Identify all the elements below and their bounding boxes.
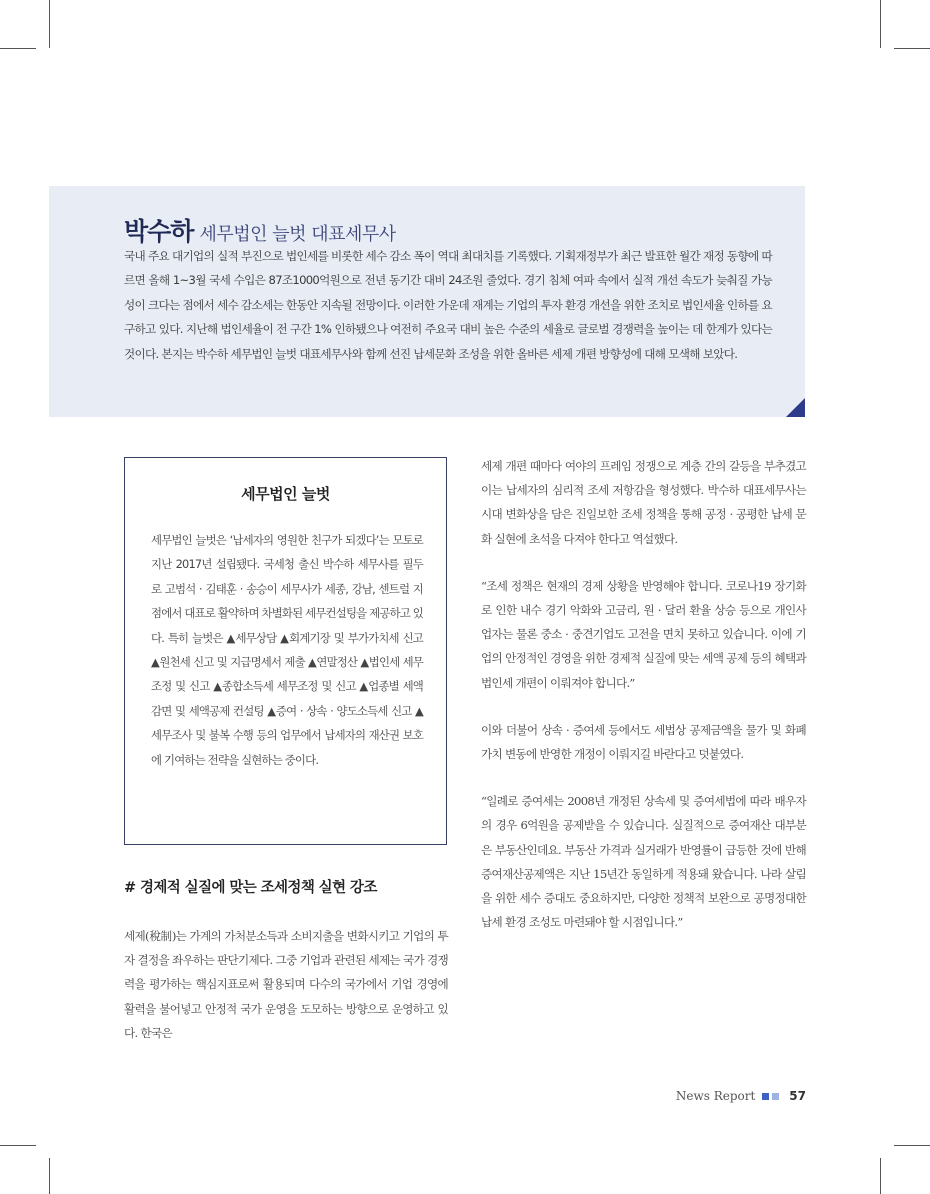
crop-mark <box>49 0 50 48</box>
crop-mark <box>894 48 930 49</box>
page-number: 57 <box>789 1089 806 1103</box>
company-info-box <box>124 457 447 845</box>
interviewee-name: 박수하 <box>124 217 194 246</box>
square-dark-icon <box>762 1093 769 1100</box>
right-paragraph-4: “일례로 증여세는 2008년 개정된 상속세 및 증여세법에 따라 배우자의 경우 6억원을 공제받을 수 있습니다. 실질적으로 증여재산 대부분은 부동산인데요. 부동산 가격과 실거래가 반영률이 급등한 것에 반해 증여재산공제액은 지난 15년간 동일하게 적용돼 왔습니다. 나라 살림을 위한 세수 증대도 중요하지만, 다양한 정책적 보완으로 공명정대한 납세 환경 조성도 마련돼야 할 시점입니다.” <box>481 794 806 930</box>
interviewee-role: 세무법인 늘벗 대표세무사 <box>199 224 396 245</box>
crop-mark <box>0 1145 36 1146</box>
page-footer <box>676 1089 806 1103</box>
crop-mark <box>0 48 36 49</box>
crop-mark <box>49 1158 50 1194</box>
left-column-paragraph: 세제(稅制)는 가계의 가처분소득과 소비지출을 변화시키고 기업의 투자 결정을 좌우하는 판단기제다. 그중 기업과 관련된 세제는 국가 경쟁력을 평가하는 핵심지표로써 활용되며 다수의 국가에서 기업 경영에 활력을 불어넣고 안정적 국가 운영을 도모하는 방향으로 운영하고 있다. 한국은 <box>124 929 448 1040</box>
right-paragraph-1: 세제 개편 때마다 여야의 프레임 정쟁으로 계층 간의 갈등을 부추겼고 이는 납세자의 심리적 조세 저항감을 형성했다. 박수하 대표세무사는 시대 변화상을 담은 진일보한 조세 정책을 통해 공정 · 공평한 납세 문화 실현에 초석을 다져야 한다고 역설했다. <box>481 459 806 546</box>
intro-lead-paragraph: 국내 주요 대기업의 실적 부진으로 법인세를 비롯한 세수 감소 폭이 역대 최대치를 기록했다. 기획재정부가 최근 발표한 월간 재정 동향에 따르면 올해 1~3월 국세 수입은 87조1000억원으로 전년 동기간 대비 24조원 줄었다. 경기 침체 여파 속에서 실적 개선 속도가 늦춰질 가능성이 크다는 점에서 세수 감소세는 한동안 지속될 전망이다. 이러한 가운데 재계는 기업의 투자 환경 개선을 위한 조치로 법인세율 인하를 요구하고 있다. 지난해 법인세율이 전 구간 1% 인하됐으나 여전히 주요국 대비 높은 수준의 세율로 글로벌 경쟁력을 높이는 데 한계가 있다는 것이다. 본지는 박수하 세무법인 늘벗 대표세무사와 함께 선진 납세문화 조성을 위한 올바른 세제 개편 방향성에 대해 모색해 보았다. <box>124 249 772 361</box>
right-column <box>481 454 806 957</box>
crop-mark <box>894 1145 930 1146</box>
company-box-body: 세무법인 늘벗은 ‘납세자의 영원한 친구가 되겠다’는 모토로 지난 2017년 설립됐다. 국세청 출신 박수하 세무사를 필두로 고범석 · 김태훈 · 송승이 세무사가 세종, 강남, 센트럴 지점에서 대표로 활약하며 차별화된 세무컨설팅을 제공하고 있다. 특히 늘벗은 ▲세무상담 ▲회계기장 및 부가가치세 신고 ▲원천세 신고 및 지급명세서 제출 ▲연말정산 ▲법인세 세무조정 및 신고 ▲종합소득세 세무조정 및 신고 ▲업종별 세액감면 및 세액공제 컨설팅 ▲증여 · 상속 · 양도소득세 신고 ▲세무조사 및 불복 수행 등의 업무에서 납세자의 재산권 보호에 기여하는 전략을 실현하는 중이다. <box>151 533 424 767</box>
crop-mark <box>880 0 881 48</box>
company-box-title: 세무법인 늘벗 <box>241 485 330 503</box>
right-paragraph-3: 이와 더불어 상속 · 증여세 등에서도 세법상 공제금액을 물가 및 화폐가치 변동에 반영한 개정이 이뤄지길 바란다고 덧붙였다. <box>481 722 806 762</box>
right-paragraph-2: “조세 정책은 현재의 경제 상황을 반영해야 합니다. 코로나19 장기화로 인한 내수 경기 악화와 고금리, 원 · 달러 환율 상승 등으로 개인사업자는 물론 중소 · 중견기업도 고전을 면치 못하고 있습니다. 이에 기업의 안정적인 경영을 위한 경제적 실질에 맞는 세액 공제 등의 혜택과 법인세 개편이 이뤄져야 합니다.” <box>481 578 806 690</box>
section-heading: # 경제적 실질에 맞는 조세정책 실현 강조 <box>124 880 377 896</box>
intro-panel <box>49 186 805 417</box>
crop-mark <box>880 1158 881 1194</box>
interviewee-title <box>124 212 396 248</box>
square-light-icon <box>772 1093 779 1100</box>
section-brand: News Report <box>675 1089 756 1103</box>
corner-triangle-icon <box>786 398 805 417</box>
